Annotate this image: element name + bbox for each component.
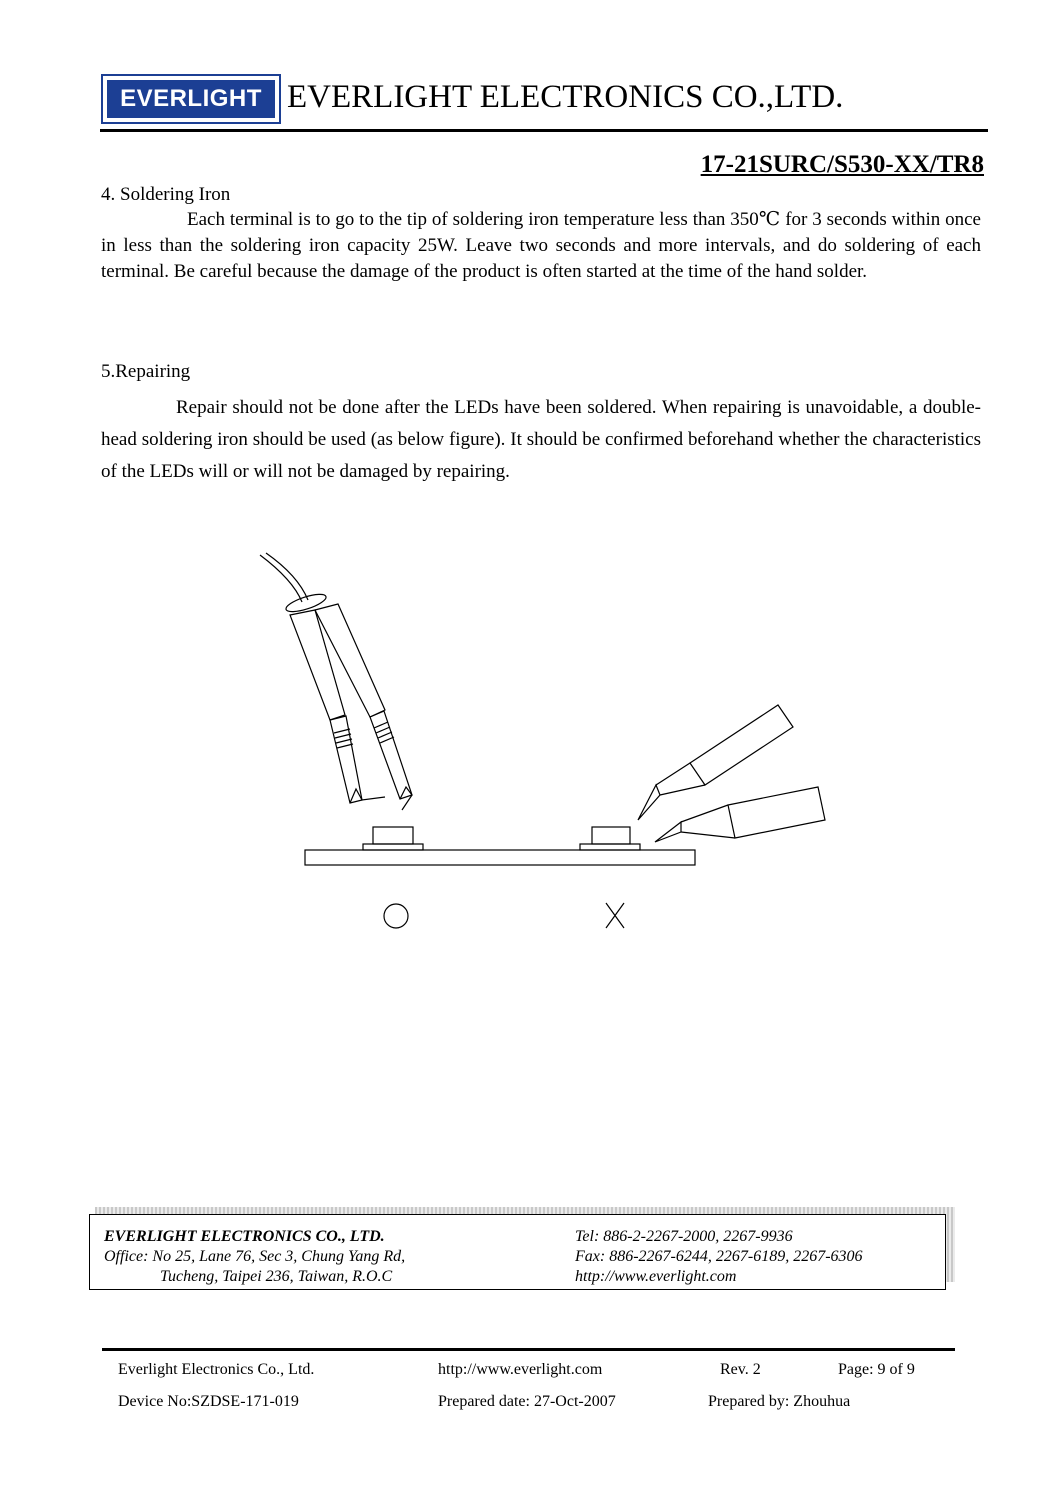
footer-company: Everlight Electronics Co., Ltd.: [118, 1361, 315, 1378]
incorrect-cross-icon: [606, 903, 624, 928]
contact-fax: Fax: 886-2267-6244, 2267-6189, 2267-6306: [575, 1248, 863, 1265]
contact-office-line1: Office: No 25, Lane 76, Sec 3, Chung Yang Rd,: [104, 1248, 406, 1265]
section-body-repairing: Repair should not be done after the LEDs have been soldered. When repairing is unavoidable, a double-head soldering iron should be used (as below figure). It should be confirmed beforehand whether the characteristics of the LEDs will or will not be damaged by repairing.: [101, 397, 981, 482]
contact-box: [89, 1214, 946, 1290]
iron-cable: [260, 553, 308, 602]
footer-page: Page: 9 of 9: [838, 1361, 915, 1378]
footer-revision: Rev. 2: [720, 1361, 761, 1378]
footer-device-no: Device No:SZDSE-171-019: [118, 1393, 299, 1410]
footer-prepared-by: Prepared by: Zhouhua: [708, 1393, 851, 1410]
contact-company: EVERLIGHT ELECTRONICS CO., LTD.: [104, 1228, 385, 1245]
everlight-logo: [101, 74, 281, 124]
section-heading-repairing: 5.Repairing: [101, 361, 191, 382]
repair-method-figure: [250, 545, 850, 945]
correct-circle-icon: [384, 904, 408, 928]
contact-tel: Tel: 886-2-2267-2000, 2267-9936: [575, 1228, 793, 1245]
led-incorrect: [580, 827, 640, 850]
part-number: 17-21SURC/S530-XX/TR8: [700, 151, 984, 178]
contact-url[interactable]: http://www.everlight.com: [575, 1268, 737, 1285]
double-head-soldering-iron: [284, 591, 412, 810]
single-soldering-iron-lower: [655, 787, 825, 842]
footer-prepared-date: Prepared date: 27-Oct-2007: [438, 1393, 616, 1410]
logo-text: EVERLIGHT: [107, 80, 275, 118]
company-title: EVERLIGHT ELECTRONICS CO.,LTD.: [287, 79, 844, 115]
contact-office-line2: Tucheng, Taipei 236, Taiwan, R.O.C: [160, 1268, 393, 1285]
footer-url[interactable]: http://www.everlight.com: [438, 1361, 603, 1378]
header-divider: [100, 129, 988, 132]
section-body-soldering-iron: Each terminal is to go to the tip of soldering iron temperature less than 350℃ for 3 seconds within once in less than the soldering iron capacity 25W. Leave two seconds and more intervals, and do soldering of each terminal. Be careful because the damage of the product is often started at the time of the hand solder.: [101, 209, 981, 282]
section-heading-soldering-iron: 4. Soldering Iron: [101, 184, 231, 205]
pcb-board: [305, 850, 695, 865]
single-soldering-iron-upper: [638, 705, 793, 820]
led-correct: [363, 827, 423, 850]
footer-divider: [102, 1348, 955, 1351]
